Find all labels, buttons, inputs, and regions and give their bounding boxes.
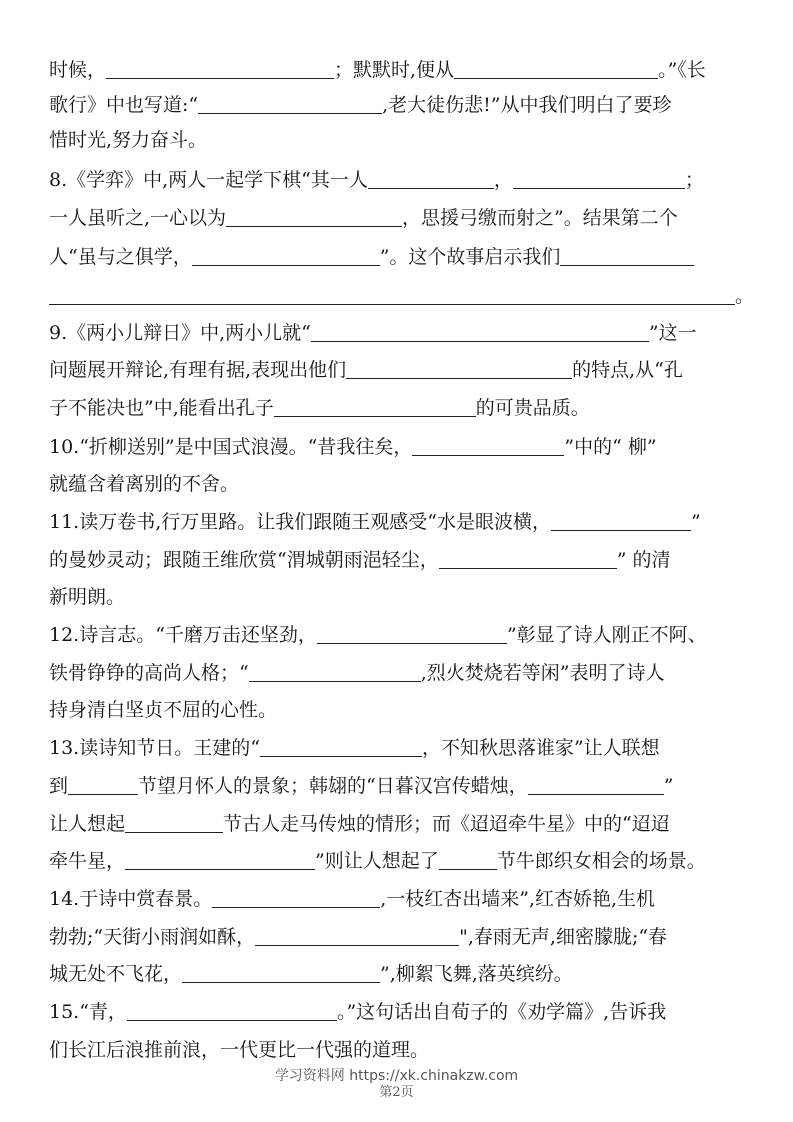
line-25: 城无处不飞花， ”,柳絮飞舞,落英缤纷。	[49, 963, 573, 985]
blank[interactable]	[255, 926, 459, 946]
line-15: 新明朗。	[49, 586, 126, 608]
line-9: 问题展开辩论,有理有据,表现出他们 的特点,从“孔	[49, 359, 683, 381]
blank[interactable]	[260, 737, 422, 757]
blank[interactable]	[198, 94, 382, 114]
blank[interactable]	[551, 511, 691, 531]
line-1: 时候， ；默默时,便从 。”《长	[49, 59, 706, 81]
watermark-url: 学习资料网 https://xk.chinakzw.com	[274, 1068, 519, 1084]
blank[interactable]	[439, 549, 617, 569]
blank[interactable]	[513, 169, 685, 189]
question-14: 14.于诗中赏春景。 ,一枝红杏出墙来”,红杏娇艳,生机	[49, 888, 656, 910]
blank[interactable]	[182, 963, 380, 983]
line-10: 子不能决也”中,能看出孔子 的可贵品质。	[49, 397, 590, 419]
question-13: 13.读诗知节日。王建的“ ，不知秋思落谁家”让人联想	[49, 737, 660, 759]
line-17: 铁骨铮铮的高尚人格；“ ,烈火焚烧若等闲”表明了诗人	[49, 662, 665, 684]
blank[interactable]	[560, 246, 694, 266]
blank[interactable]	[528, 775, 664, 795]
line-12: 就蕴含着离别的不舍。	[49, 473, 240, 495]
blank[interactable]	[311, 322, 649, 342]
blank[interactable]	[68, 775, 138, 795]
blank[interactable]	[274, 397, 476, 417]
question-12: 12.诗言志。“千磨万击还坚劲， ”彰显了诗人刚正不阿、	[49, 624, 707, 646]
line-24: 勃勃;“天街小雨润如酥， ",春雨无声,细密朦胧;“春	[49, 926, 668, 948]
line-20: 到 节望月怀人的景象；韩翃的“日暮汉宫传蜡烛， ”	[49, 775, 674, 797]
line-27: 们长江后浪推前浪，一代更比一代强的道理。	[49, 1039, 430, 1061]
blank[interactable]	[249, 662, 421, 682]
page-number: 第2页	[379, 1085, 414, 1100]
question-10: 10.“折柳送别”是中国式浪漫。“昔我往矣， ”中的“ 柳”	[49, 436, 657, 458]
line-2: 歌行》中也写道:“ ,老大徒伤悲!”从中我们明白了要珍	[49, 94, 672, 116]
blank[interactable]	[412, 436, 564, 456]
line-18: 持身清白坚贞不屈的心性。	[49, 699, 278, 721]
line-3: 惜时光,努力奋斗。	[49, 129, 208, 151]
question-15: 15.“青， 。”这句话出自荀子的《劝学篇》,告诉我	[49, 1001, 667, 1023]
line-22: 牵牛星， ”则让人想起了 节牛郎织女相会的场景。	[49, 850, 706, 872]
blank[interactable]	[439, 850, 497, 870]
blank[interactable]	[127, 1001, 337, 1021]
question-11: 11.读万卷书,行万里路。让我们跟随王观感受“水是眼波横， ”	[49, 511, 701, 533]
blank[interactable]	[49, 285, 735, 305]
line-14: 的曼妙灵动；跟随王维欣赏“渭城朝雨浥轻尘， ” 的清	[49, 549, 671, 571]
blank[interactable]	[125, 850, 315, 870]
blank[interactable]	[125, 813, 223, 833]
blank[interactable]	[368, 169, 494, 189]
blank[interactable]	[454, 59, 658, 79]
line-5: 一人虽听之,一心以为 ，思援弓缴而射之”。结果第二个	[49, 207, 678, 229]
blank[interactable]	[106, 59, 334, 79]
blank[interactable]	[346, 359, 572, 379]
blank[interactable]	[317, 624, 507, 644]
blank[interactable]	[192, 246, 380, 266]
question-8: 8.《学弈》中,两人一起学下棋“其一人 ， ；	[49, 169, 704, 191]
blank[interactable]	[212, 888, 380, 908]
blank[interactable]	[226, 207, 402, 227]
line-6: 人“虽与之俱学， ”。这个故事启示我们	[49, 242, 694, 272]
question-9: 9.《两小儿辩日》中,两小儿就“ ”这一	[49, 322, 697, 344]
line-7: 。	[49, 281, 754, 311]
line-21: 让人想起 节古人走马传烛的情形；而《迢迢牵牛星》中的“迢迢	[49, 813, 670, 835]
